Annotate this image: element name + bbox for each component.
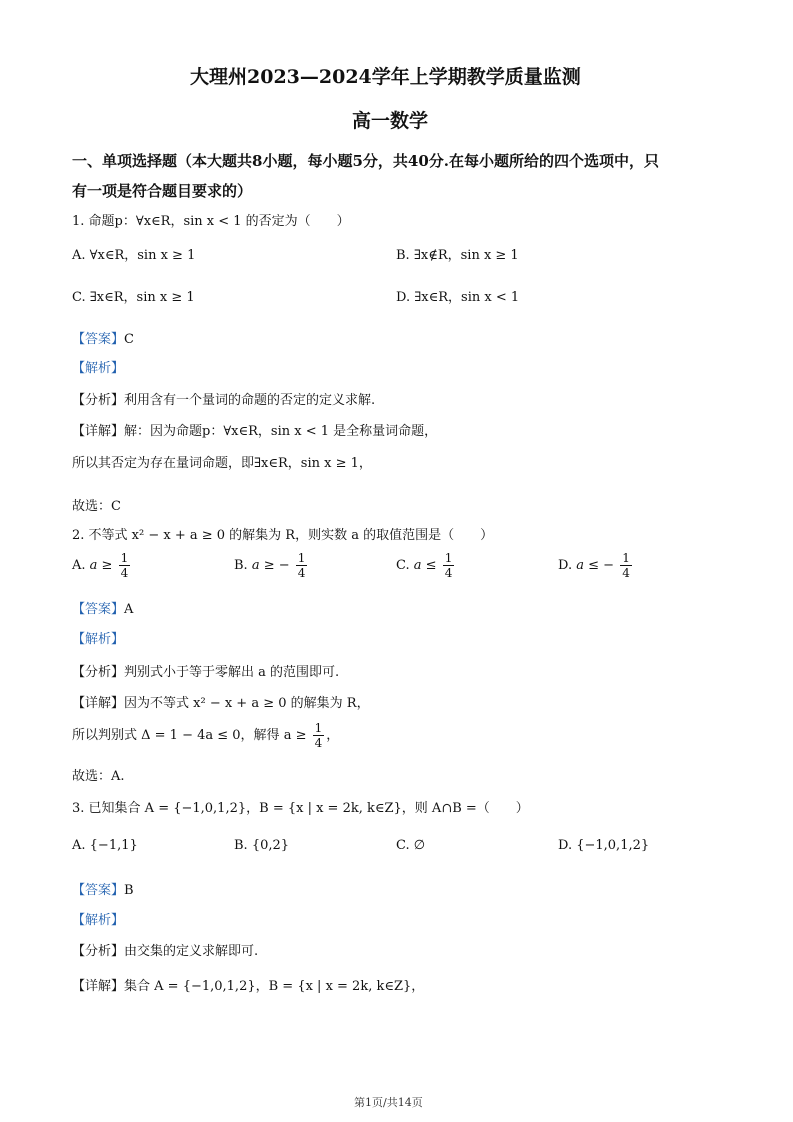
q2-option-b [234,552,309,579]
fraction-numerator: 1 [297,551,306,565]
q1-answer-tag: 【答案】 [72,332,125,347]
section-heading-line2: 有一项是符合题目要求的） [72,182,253,200]
q1-option-a: A. ∀x∈R，sin x ≥ 1 [72,248,196,263]
fraction-denominator: 4 [622,566,630,580]
document-title: 大理州2023—2024学年上学期教学质量监测 [190,66,581,88]
fraction-numerator: 1 [622,551,630,565]
q2-fenxi-tag: 【分析】 [72,665,125,680]
q2-detail-tag: 【详解】 [72,696,125,711]
q3-option-c: C. ∅ [396,838,426,853]
document-subtitle: 高一数学 [352,110,429,132]
fraction-numerator: 1 [444,551,453,565]
q3-fenxi-line [72,940,258,959]
q3-option-a: A. {−1,1} [72,838,138,853]
q2-detail-line1 [72,692,370,711]
q1-option-c: C. ∃x∈R，sin x ≥ 1 [72,290,195,305]
q3-fenxi-tag: 【分析】 [72,944,125,959]
q1-fenxi-line [72,389,375,408]
q1-fenxi-text: 利用含有一个量词的命题的否定的定义求解. [124,393,376,408]
q1-analysis-tag: 【解析】 [72,361,125,376]
q1-stem: 1. 命题p：∀x∈R，sin x < 1 的否定为（ ） [72,214,350,229]
q2-detail-line2 [72,722,339,749]
q2-analysis-tag: 【解析】 [72,632,125,647]
q2-option-d [558,552,634,579]
q2-option-c [396,552,456,579]
q3-option-b: B. {0,2} [234,838,290,853]
q2-detail-text1: 因为不等式 x² − x + a ≥ 0 的解集为 R， [124,696,370,711]
q1-detail-line1 [72,420,437,439]
q3-option-d: D. {−1,0,1,2} [558,838,650,853]
q2-option-d-expr: a ≤ − [576,558,615,573]
page-number: 第1页/共14页 [354,1096,423,1109]
q3-analysis-tag: 【解析】 [72,913,125,928]
q3-stem: 3. 已知集合 A = {−1,0,1,2}，B = {x | x = 2k, k∈Z}，则 A∩B =（ ） [72,801,529,816]
q1-fenxi-tag: 【分析】 [72,393,125,408]
q2-option-a-fraction [119,552,131,579]
q2-option-b-fraction [296,552,308,579]
q2-option-c-label: C. [396,558,410,573]
q3-answer-line [72,879,134,898]
fraction-denominator: 4 [120,566,129,580]
q3-answer-tag: 【答案】 [72,883,125,898]
q1-answer-line [72,328,134,347]
q1-option-d: D. ∃x∈R，sin x < 1 [396,290,520,305]
q2-detail-fraction [313,722,325,749]
q2-option-c-expr: a ≤ [413,558,437,573]
q3-detail-text1: 集合 A = {−1,0,1,2}，B = {x | x = 2k, k∈Z}， [124,979,425,994]
q3-detail-tag: 【详解】 [72,979,125,994]
fraction-denominator: 4 [314,736,323,750]
fraction-numerator: 1 [314,721,323,735]
q1-detail-line2: 所以其否定为存在量词命题，即∃x∈R，sin x ≥ 1， [72,456,372,471]
q2-option-a-expr: a ≥ [89,558,113,573]
q1-answer-value: C [124,332,134,347]
q2-option-a-label: A. [72,558,86,573]
q2-option-c-fraction [443,552,455,579]
q2-detail-text2-end: ， [326,728,340,743]
q2-answer-tag: 【答案】 [72,602,125,617]
q2-answer-line [72,598,133,617]
q2-option-d-label: D. [558,558,573,573]
q2-option-a [72,552,132,579]
q2-answer-value: A [124,602,134,617]
fraction-denominator: 4 [444,566,453,580]
q2-option-d-fraction [620,552,632,579]
q1-detail-text1: 解：因为命题p：∀x∈R，sin x < 1 是全称量词命题， [124,424,438,439]
q2-choice: 故选：A. [72,769,125,784]
q2-fenxi-text: 判别式小于等于零解出 a 的范围即可. [124,665,340,680]
q3-answer-value: B [124,883,134,898]
q3-fenxi-text: 由交集的定义求解即可. [124,944,259,959]
q3-detail-line1 [72,975,424,994]
fraction-numerator: 1 [120,551,129,565]
q1-detail-tag: 【详解】 [72,424,125,439]
q2-option-b-expr: a ≥ − [251,558,290,573]
q2-fenxi-line [72,661,339,680]
section-heading-line1: 一、单项选择题（本大题共8小题，每小题5分，共40分.在每小题所给的四个选项中，只 [72,152,659,170]
q2-option-b-label: B. [234,558,248,573]
q2-stem: 2. 不等式 x² − x + a ≥ 0 的解集为 R，则实数 a 的取值范围是（ ） [72,528,494,543]
fraction-denominator: 4 [297,566,306,580]
q1-choice: 故选：C [72,499,121,514]
q1-option-b: B. ∃x∉R，sin x ≥ 1 [396,248,519,263]
q2-detail-text2: 所以判别式 Δ = 1 − 4a ≤ 0，解得 a ≥ [72,728,307,743]
